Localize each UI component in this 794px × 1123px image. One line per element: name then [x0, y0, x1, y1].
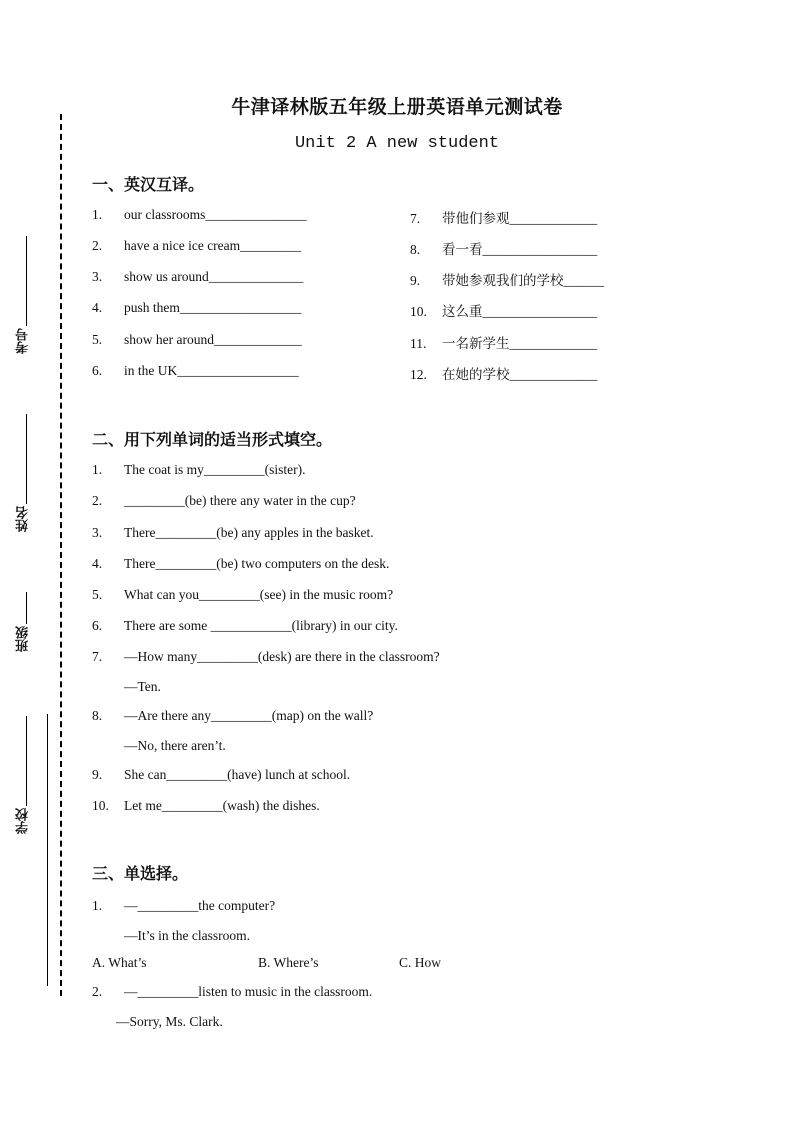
- binding-field-line: [26, 236, 27, 326]
- question-text: show us around______________: [124, 269, 304, 284]
- question-number: 1.: [92, 207, 103, 222]
- question-text: What can you_________(see) in the music room?: [124, 587, 394, 602]
- list-item: [92, 708, 373, 724]
- question-number: 4.: [92, 556, 103, 571]
- question-number: 6.: [92, 363, 103, 378]
- list-item: [92, 493, 356, 509]
- question-text: our classrooms_______________: [124, 207, 307, 222]
- list-item: [92, 798, 320, 814]
- option-a: A. What’s: [92, 955, 147, 970]
- question-number: 9.: [410, 273, 421, 288]
- question-number: 11.: [410, 336, 427, 351]
- list-item: [92, 738, 226, 754]
- question-number: 7.: [410, 211, 421, 226]
- question-number: 3.: [92, 525, 103, 540]
- list-item: [92, 898, 275, 914]
- list-item: [92, 300, 301, 316]
- question-text: —Are there any_________(map) on the wall?: [124, 708, 374, 723]
- list-item: [92, 238, 301, 254]
- question-number: 6.: [92, 618, 103, 633]
- list-item: [410, 207, 597, 227]
- question-text: —_________the computer?: [124, 898, 276, 913]
- page-title: 牛津译林版五年级上册英语单元测试卷: [231, 97, 563, 118]
- question-number: 5.: [92, 587, 103, 602]
- list-item: [410, 269, 604, 289]
- question-text: 带他们参观_____________: [442, 211, 598, 226]
- question-number: 8.: [92, 708, 103, 723]
- page-subtitle: Unit 2 A new student: [294, 134, 500, 153]
- question-text: have a nice ice cream_________: [124, 238, 301, 253]
- question-text: _________(be) there any water in the cup?: [124, 493, 356, 508]
- list-item: [92, 679, 161, 695]
- question-text: She can_________(have) lunch at school.: [124, 767, 351, 782]
- question-number: 9.: [92, 767, 103, 782]
- question-number: 10.: [410, 304, 427, 319]
- list-item: [410, 363, 597, 383]
- binding-dashed-line: [60, 114, 62, 996]
- binding-field-line: [26, 592, 27, 624]
- list-item: [92, 556, 389, 572]
- question-text: 在她的学校_____________: [442, 367, 598, 382]
- list-item: [410, 238, 597, 258]
- question-text: 带她参观我们的学校______: [442, 273, 604, 288]
- question-number: 10.: [92, 798, 109, 813]
- list-item: [410, 332, 597, 352]
- question-text: push them__________________: [124, 300, 302, 315]
- question-number: 5.: [92, 332, 103, 347]
- question-number: 2.: [92, 238, 103, 253]
- question-text: —How many_________(desk) are there in the classroom?: [124, 649, 440, 664]
- question-number: 12.: [410, 367, 427, 382]
- question-text: Let me_________(wash) the dishes.: [124, 798, 320, 813]
- binding-solid-line: [47, 714, 48, 986]
- list-item: [92, 767, 350, 783]
- question-number: 1.: [92, 462, 103, 477]
- question-text: 看一看_________________: [442, 242, 598, 257]
- binding-label-school: 学校: [16, 808, 31, 834]
- question-text: There_________(be) two computers on the desk.: [124, 556, 390, 571]
- list-item: [92, 269, 303, 285]
- binding-label-name: 姓名: [16, 506, 31, 532]
- option-c: C. How: [399, 955, 442, 970]
- binding-label-class: 班级: [16, 626, 31, 652]
- question-text: 这么重_________________: [442, 304, 598, 319]
- list-item: [92, 587, 393, 603]
- question-text: —No, there aren’t.: [124, 738, 226, 753]
- binding-label-exam-number: 考号: [16, 328, 31, 354]
- list-item: [92, 363, 299, 379]
- list-item: [92, 332, 302, 348]
- section-heading: 三、单选择。: [92, 866, 189, 883]
- question-text: in the UK__________________: [124, 363, 299, 378]
- question-text: The coat is my_________(sister).: [124, 462, 306, 477]
- option-b: B. Where’s: [258, 955, 319, 970]
- list-item: [92, 649, 440, 665]
- list-item: [92, 618, 398, 634]
- question-text: show her around_____________: [124, 332, 302, 347]
- binding-field-line: [26, 716, 27, 806]
- list-item: [92, 462, 305, 478]
- list-item: [92, 207, 307, 223]
- question-number: 2.: [92, 984, 103, 999]
- question-number: 8.: [410, 242, 421, 257]
- question-text: 一名新学生_____________: [442, 336, 598, 351]
- question-number: 4.: [92, 300, 103, 315]
- list-item: [410, 300, 597, 320]
- question-text: —_________listen to music in the classroom.: [124, 984, 373, 999]
- question-number: 7.: [92, 649, 103, 664]
- question-text: There are some ____________(library) in our city.: [124, 618, 398, 633]
- answer-line: —It’s in the classroom.: [124, 928, 250, 943]
- question-number: 2.: [92, 493, 103, 508]
- question-number: 3.: [92, 269, 103, 284]
- question-text: There_________(be) any apples in the basket.: [124, 525, 374, 540]
- binding-field-line: [26, 414, 27, 504]
- list-item: [92, 984, 372, 1000]
- question-number: 1.: [92, 898, 103, 913]
- question-text: —Ten.: [124, 679, 161, 694]
- list-item: [92, 525, 374, 541]
- section-heading: 一、英汉互译。: [92, 177, 205, 194]
- answer-line: —Sorry, Ms. Clark.: [116, 1014, 223, 1029]
- section-heading: 二、用下列单词的适当形式填空。: [92, 432, 333, 449]
